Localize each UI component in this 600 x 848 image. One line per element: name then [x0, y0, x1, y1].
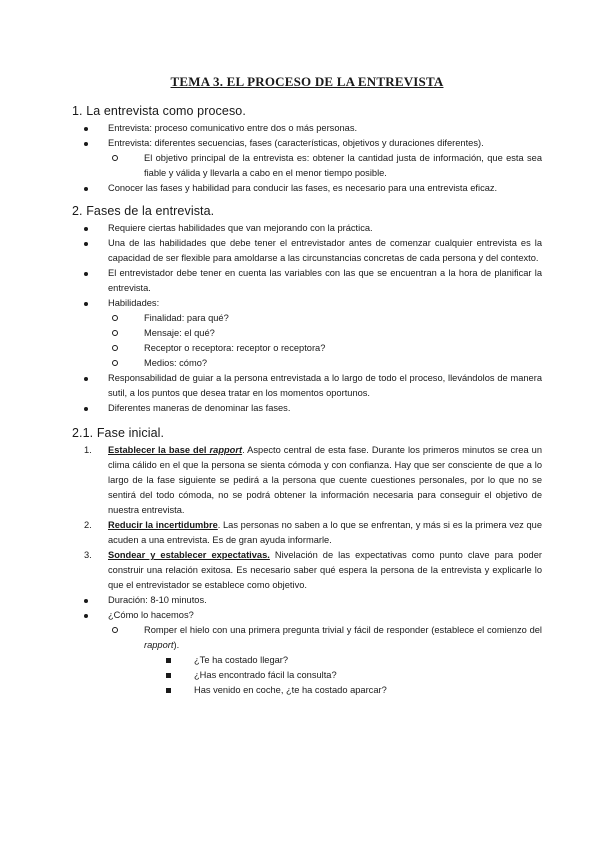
section-1-list: [72, 121, 542, 196]
section-heading-2-1: 2.1. Fase inicial.: [72, 426, 165, 440]
bullet-icon: [84, 242, 88, 246]
circle-bullet-icon: [112, 155, 118, 161]
list-item: Finalidad: para qué?: [112, 311, 542, 326]
sublist: [112, 151, 542, 181]
list-item: Habilidades: Finalidad: para qué? Mensaje: el qué? Receptor o receptora: receptor o receptora? Medios: cómo?: [72, 296, 542, 371]
numbered-item: 1. Establecer la base del rapport. Aspecto central de esta fase. Durante los primeros minutos se crea un clima cálido en el que la persona se sienta cómoda y con confianza. Hay que ser consciente de que a lo largo de la fase siguiente se pedirá a la persona que cuente cuestiones personales, por lo que no se sentirá del todo cómoda, no se podrá obtener la información necesaria para conseguir el objetivo de nuestra entrevista.: [84, 445, 542, 515]
list-item: El objetivo principal de la entrevista es: obtener la cantidad justa de información, que esta sea fiable y válida y llevarla a cabo en el menor tiempo posible.: [112, 151, 542, 181]
list-item: Medios: cómo?: [112, 356, 542, 371]
bullet-icon: [84, 407, 88, 411]
bullet-icon: [84, 614, 88, 618]
list-item: Una de las habilidades que debe tener el entrevistador antes de comenzar cualquier entrevista es la capacidad de ser flexible para amoldarse a las circunstancias concretas de cada persona y del contexto.: [72, 236, 542, 266]
page-title: TEMA 3. EL PROCESO DE LA ENTREVISTA: [170, 74, 444, 89]
bullet-icon: [84, 142, 88, 146]
list-item: Romper el hielo con una primera pregunta trivial y fácil de responder (establece el comienzo del rapport). ¿Te ha costado llegar? ¿Has encontrado fácil la consulta? Has venido en coche, ¿te ha costado aparcar?: [112, 623, 542, 698]
sublist: [112, 311, 542, 371]
numbered-item: 3. Sondear y establecer expectativas. Nivelación de las expectativas como punto clave para poder construir una relación exitosa. Es necesario saber qué espera la persona de la entrevista y explicarle lo que el entrevistador se establece como objetivo.: [84, 550, 542, 590]
list-item: Requiere ciertas habilidades que van mejorando con la práctica.: [72, 221, 542, 236]
circle-bullet-icon: [112, 360, 118, 366]
list-item: Responsabilidad de guiar a la persona entrevistada a lo largo de todo el proceso, llevándolos de manera sutil, a los puntos que desea tratar en los momentos oportunos.: [72, 371, 542, 401]
bullet-icon: [84, 302, 88, 306]
circle-bullet-icon: [112, 627, 118, 633]
list-item: ¿Cómo lo hacemos? Romper el hielo con una primera pregunta trivial y fácil de responder (establece el comienzo del rapport). ¿Te ha costado llegar? ¿Has encontrado fácil la consulta? Has venido en coche, ¿te ha costado aparcar?: [72, 608, 542, 698]
bullet-icon: [84, 599, 88, 603]
circle-bullet-icon: [112, 315, 118, 321]
square-bullet-icon: [166, 658, 171, 663]
section-2-list: [72, 221, 542, 416]
sublist: [112, 623, 542, 698]
list-item: Conocer las fases y habilidad para conducir las fases, es necesario para una entrevista eficaz.: [72, 181, 542, 196]
square-bullet-icon: [166, 673, 171, 678]
circle-bullet-icon: [112, 345, 118, 351]
list-item: ¿Has encontrado fácil la consulta?: [152, 668, 542, 683]
bullet-icon: [84, 272, 88, 276]
section-2-1-list: [72, 443, 542, 698]
section-heading-1: 1. La entrevista como proceso.: [72, 104, 246, 118]
numbered-item: 2. Reducir la incertidumbre. Las personas no saben a lo que se enfrentan, y más si es la primera vez que acuden a una entrevista. Es de gran ayuda informarle.: [84, 520, 542, 545]
list-item: ¿Te ha costado llegar?: [152, 653, 542, 668]
list-item: Receptor o receptora: receptor o receptora?: [112, 341, 542, 356]
list-item: Entrevista: proceso comunicativo entre dos o más personas.: [72, 121, 542, 136]
section-heading-2: 2. Fases de la entrevista.: [72, 204, 215, 218]
list-item: Has venido en coche, ¿te ha costado aparcar?: [152, 683, 542, 698]
square-bullet-icon: [166, 688, 171, 693]
circle-bullet-icon: [112, 330, 118, 336]
list-item: Diferentes maneras de denominar las fases.: [72, 401, 542, 416]
list-item: Entrevista: diferentes secuencias, fases (características, objetivos y duraciones diferentes). El objetivo principal de la entrevista es: obtener la cantidad justa de información, que esta sea fiable y válida y llevarla a cabo en el menor tiempo posible.: [72, 136, 542, 181]
list-item: El entrevistador debe tener en cuenta las variables con las que se encuentran a la hora de planificar la entrevista.: [72, 266, 542, 296]
list-item: Mensaje: el qué?: [112, 326, 542, 341]
bullet-icon: [84, 377, 88, 381]
bullet-icon: [84, 227, 88, 231]
bullet-icon: [84, 127, 88, 131]
list-item: Duración: 8-10 minutos.: [72, 593, 542, 608]
bullet-icon: [84, 187, 88, 191]
sublist: [152, 653, 542, 698]
